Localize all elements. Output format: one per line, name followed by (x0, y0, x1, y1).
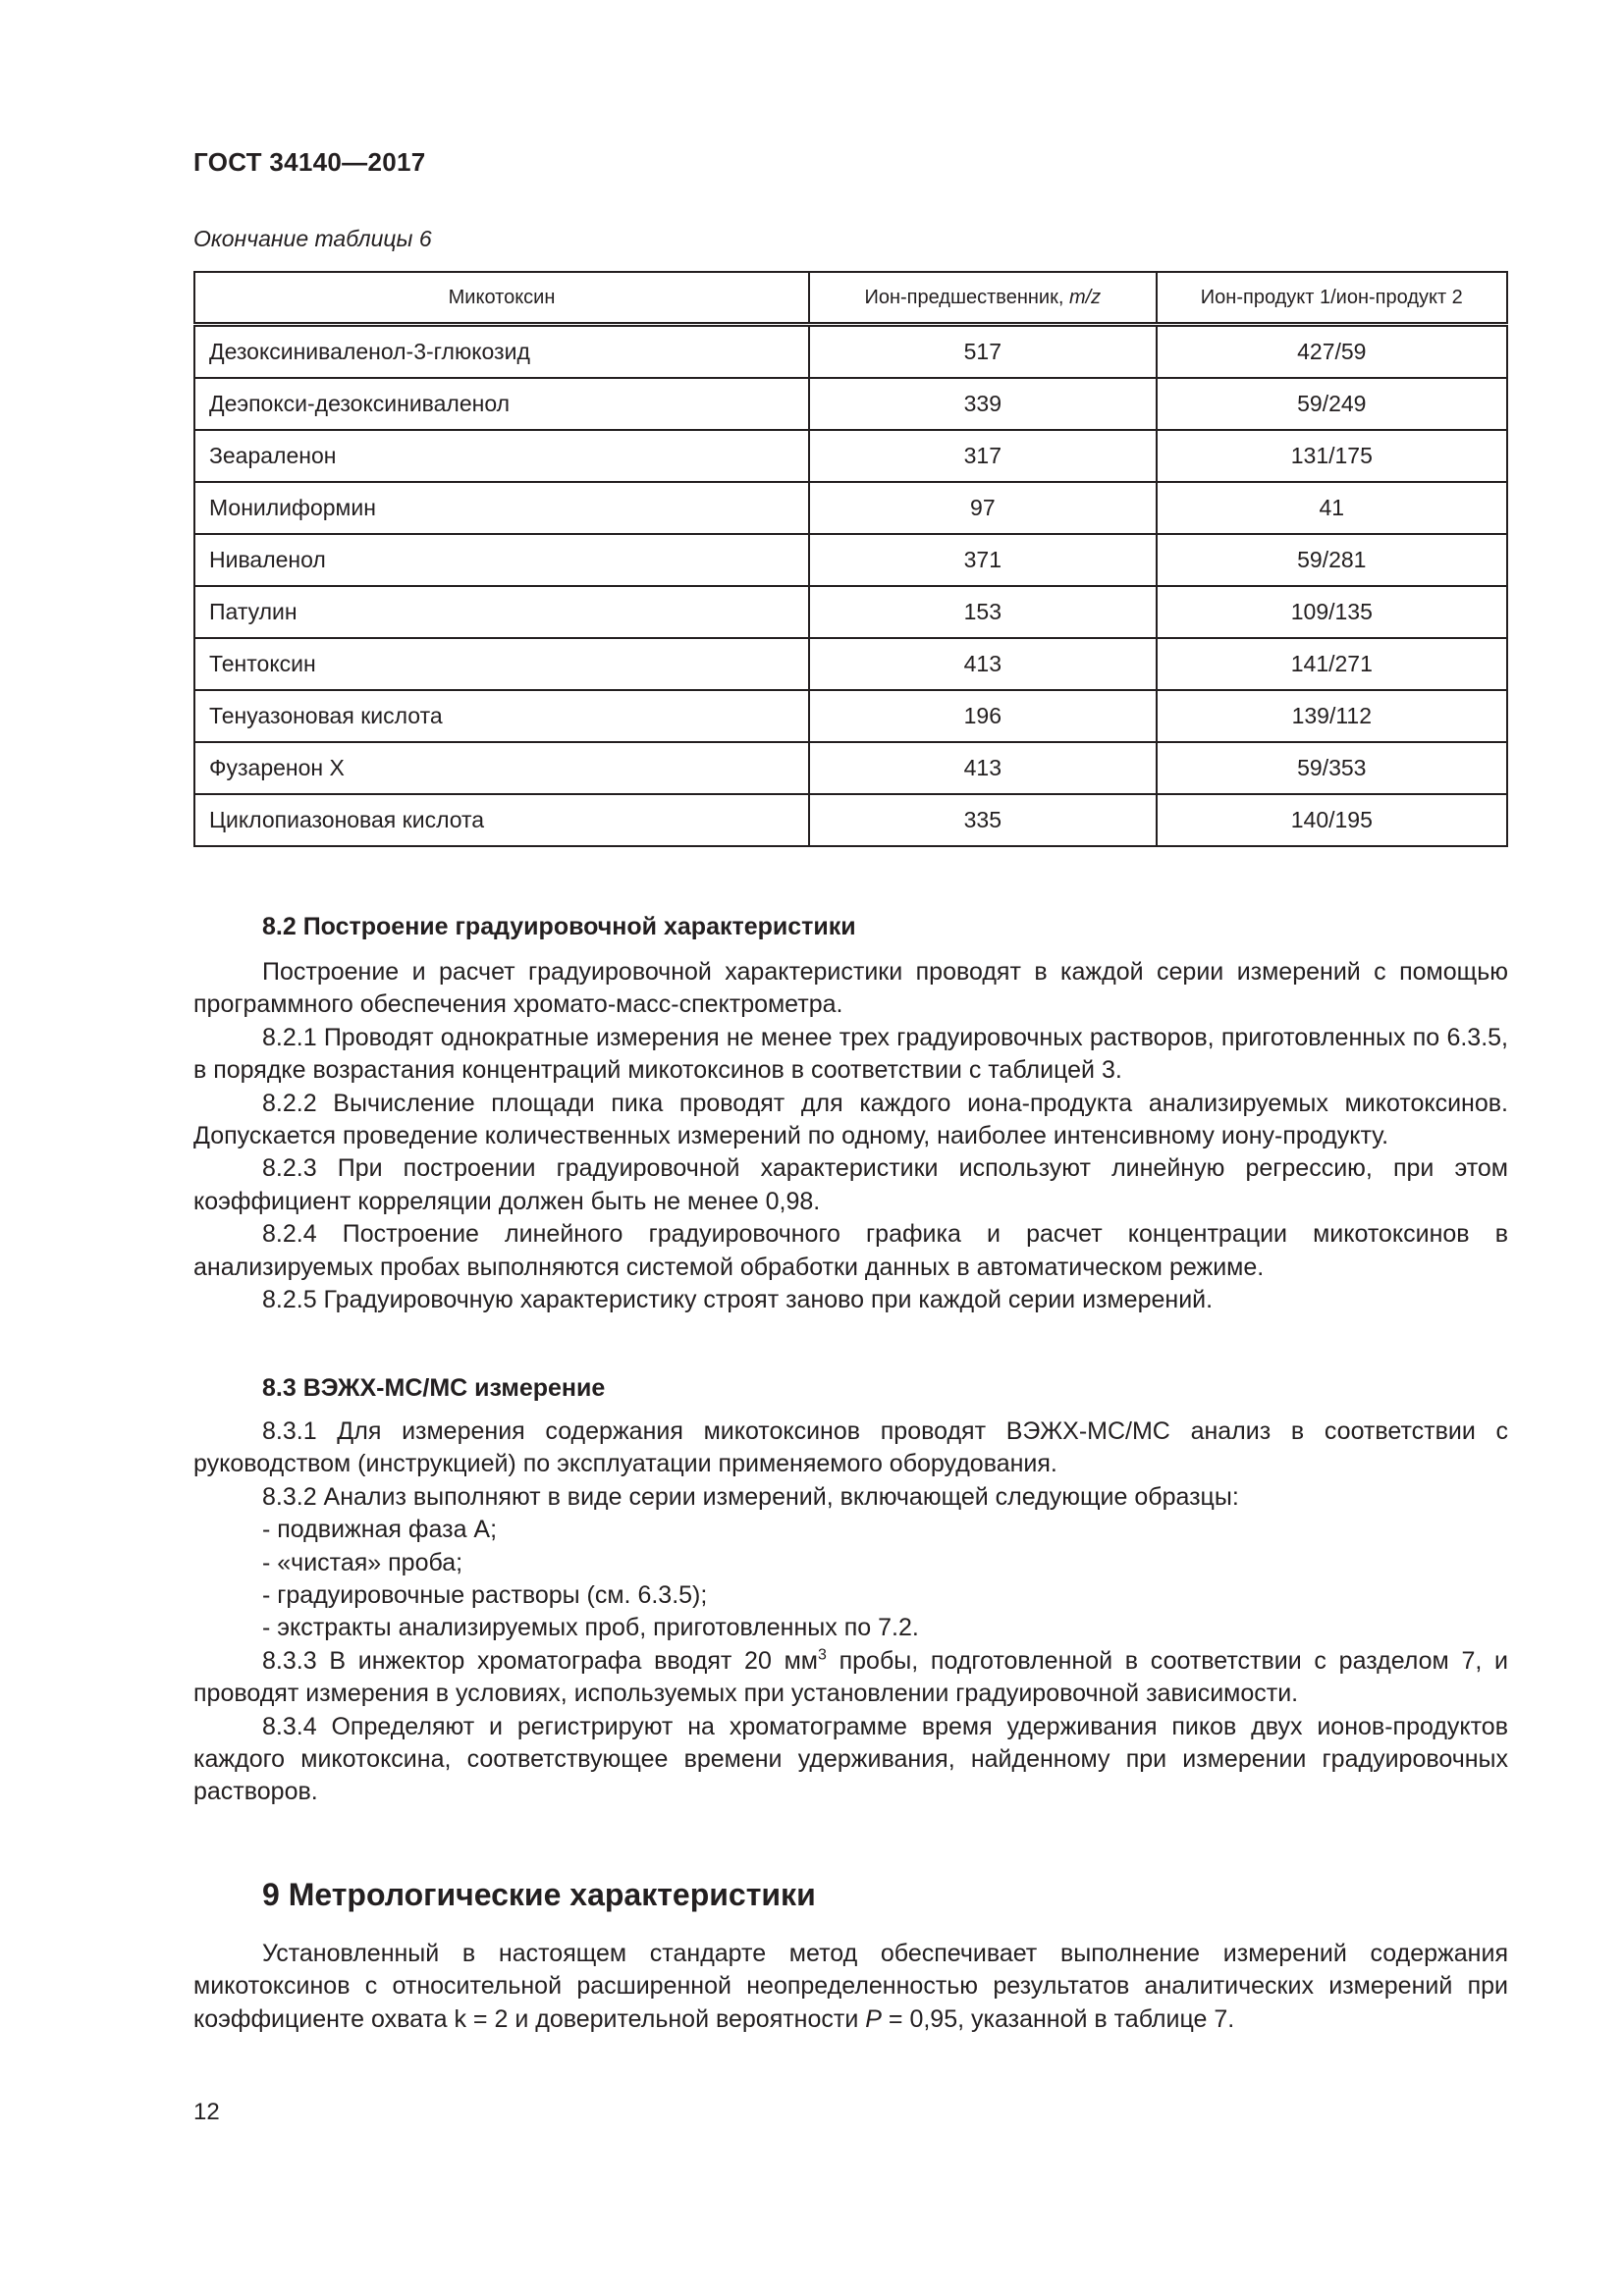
sample-list (193, 1514, 1508, 1645)
cell-mycotoxin: Зеараленон (194, 430, 809, 482)
cell-mycotoxin: Патулин (194, 586, 809, 638)
section-8-3-body (193, 1415, 1508, 1809)
cell-precursor-ion: 97 (809, 482, 1157, 534)
cell-precursor-ion: 335 (809, 794, 1157, 846)
cell-precursor-ion: 413 (809, 742, 1157, 794)
cell-precursor-ion: 317 (809, 430, 1157, 482)
section-8-2-body (193, 956, 1508, 1316)
cell-mycotoxin: Тенуазоновая кислота (194, 690, 809, 742)
cell-mycotoxin: Монилиформин (194, 482, 809, 534)
table-row (194, 638, 1507, 690)
paragraph-8-2-2: 8.2.2 Вычисление площади пика проводят для каждого иона-продукта анализируемых микотоксинов. Допускается проведение количественных измерений по одному, наиболее интенсивному иону-продукту. (193, 1089, 1508, 1150)
standard-header: ГОСТ 34140—2017 (193, 147, 426, 177)
table-row (194, 482, 1507, 534)
cell-precursor-ion: 153 (809, 586, 1157, 638)
table-row (194, 534, 1507, 586)
cell-product-ions: 59/281 (1157, 534, 1507, 586)
cell-product-ions: 131/175 (1157, 430, 1507, 482)
list-item: - «чистая» проба; (262, 1548, 463, 1576)
paragraph-8-2-3: 8.2.3 При построении градуировочной характеристики используют линейную регрессию, при этом коэффициент корреляции должен быть не менее 0,98. (193, 1154, 1508, 1215)
column-header-product-ions: Ион-продукт 1/ион-продукт 2 (1157, 272, 1507, 325)
table-row (194, 794, 1507, 846)
text-run: пробы, подготовленной в соответствии с разделом 7, и проводят измерения в условиях, используемых при установлении градуировочной зависимости. (193, 1646, 1508, 1708)
paragraph-8-3-2: 8.3.2 Анализ выполняют в виде серии измерений, включающей следующие образцы: (262, 1482, 1239, 1511)
precursor-ion-label: Ион-предшественник, (864, 286, 1069, 308)
section-8-3-heading: 8.3 ВЭЖХ-МС/МС измерение (262, 1374, 606, 1402)
cell-mycotoxin: Циклопиазоновая кислота (194, 794, 809, 846)
cell-precursor-ion: 196 (809, 690, 1157, 742)
paragraph-8-3-1: 8.3.1 Для измерения содержания микотоксинов проводят ВЭЖХ-МС/МС анализ в соответствии с руководством (инструкцией) по эксплуатации применяемого оборудования. (193, 1417, 1508, 1478)
paragraph-8-3-4: 8.3.4 Определяют и регистрируют на хроматограмме время удерживания пиков двух ионов-продуктов каждого микотоксина, соответствующее времени удерживания, найденному при измерении градуировочных растворов. (193, 1712, 1508, 1806)
section-9-body (193, 1938, 1508, 2036)
cell-mycotoxin: Тентоксин (194, 638, 809, 690)
cell-precursor-ion: 517 (809, 325, 1157, 379)
paragraph-8-2-5: 8.2.5 Градуировочную характеристику строят заново при каждой серии измерений. (262, 1286, 1214, 1314)
list-item: - градуировочные растворы (см. 6.3.5); (262, 1581, 708, 1610)
paragraph-8-2-4: 8.2.4 Построение линейного градуировочного графика и расчет концентрации микотоксинов в анализируемых пробах выполняются системой обработки данных в автоматическом режиме. (193, 1220, 1508, 1281)
mz-unit: m/z (1068, 286, 1102, 308)
mycotoxin-table (193, 271, 1508, 847)
text-run: Установленный в настоящем стандарте метод обеспечивает выполнение измерений содержания микотоксинов с относительной расширенной неопределенностью результатов аналитических измерений при коэффициенте охвата k = 2 и доверительной вероятности (193, 1940, 1508, 2033)
list-item: - подвижная фаза А; (262, 1516, 498, 1544)
cell-precursor-ion: 339 (809, 378, 1157, 430)
cell-precursor-ion: 371 (809, 534, 1157, 586)
table-row (194, 430, 1507, 482)
cell-product-ions: 140/195 (1157, 794, 1507, 846)
section-9-heading: 9 Метрологические характеристики (262, 1877, 816, 1912)
section-8-2-heading: 8.2 Построение градуировочной характеристики (262, 913, 856, 940)
table-caption: Окончание таблицы 6 (193, 226, 432, 251)
table-header-row (194, 272, 1507, 325)
text-run: = 0,95, указанной в таблице 7. (881, 2004, 1235, 2033)
superscript: 3 (817, 1646, 827, 1664)
cell-product-ions: 59/353 (1157, 742, 1507, 794)
table-row (194, 586, 1507, 638)
cell-product-ions: 141/271 (1157, 638, 1507, 690)
paragraph-8-2-1: 8.2.1 Проводят однократные измерения не менее трех градуировочных растворов, приготовленных по 6.3.5, в порядке возрастания концентраций микотоксинов в соответствии с таблицей 3. (193, 1023, 1508, 1085)
paragraph-8-3-3 (193, 1645, 1508, 1711)
probability-symbol: P (865, 2004, 882, 2033)
paragraph: Построение и расчет градуировочной характеристики проводят в каждой серии измерений с помощью программного обеспечения хромато-масс-спектрометра. (193, 958, 1508, 1019)
table-row (194, 325, 1507, 379)
cell-product-ions: 59/249 (1157, 378, 1507, 430)
cell-mycotoxin: Ниваленол (194, 534, 809, 586)
column-header-precursor-ion (809, 272, 1157, 325)
text-run: 8.3.3 В инжектор хроматографа вводят 20 мм (262, 1646, 818, 1675)
cell-mycotoxin: Фузаренон Х (194, 742, 809, 794)
cell-mycotoxin: Деэпокси-дезоксиниваленол (194, 378, 809, 430)
cell-product-ions: 41 (1157, 482, 1507, 534)
cell-product-ions: 427/59 (1157, 325, 1507, 379)
cell-product-ions: 139/112 (1157, 690, 1507, 742)
table-row (194, 742, 1507, 794)
list-item: - экстракты анализируемых проб, приготовленных по 7.2. (262, 1614, 919, 1642)
column-header-mycotoxin: Микотоксин (194, 272, 809, 325)
cell-precursor-ion: 413 (809, 638, 1157, 690)
table-row (194, 690, 1507, 742)
paragraph-9 (193, 1938, 1508, 2036)
cell-mycotoxin: Дезоксиниваленол-3-глюкозид (194, 325, 809, 379)
table-row (194, 378, 1507, 430)
page-number: 12 (193, 2099, 220, 2125)
cell-product-ions: 109/135 (1157, 586, 1507, 638)
